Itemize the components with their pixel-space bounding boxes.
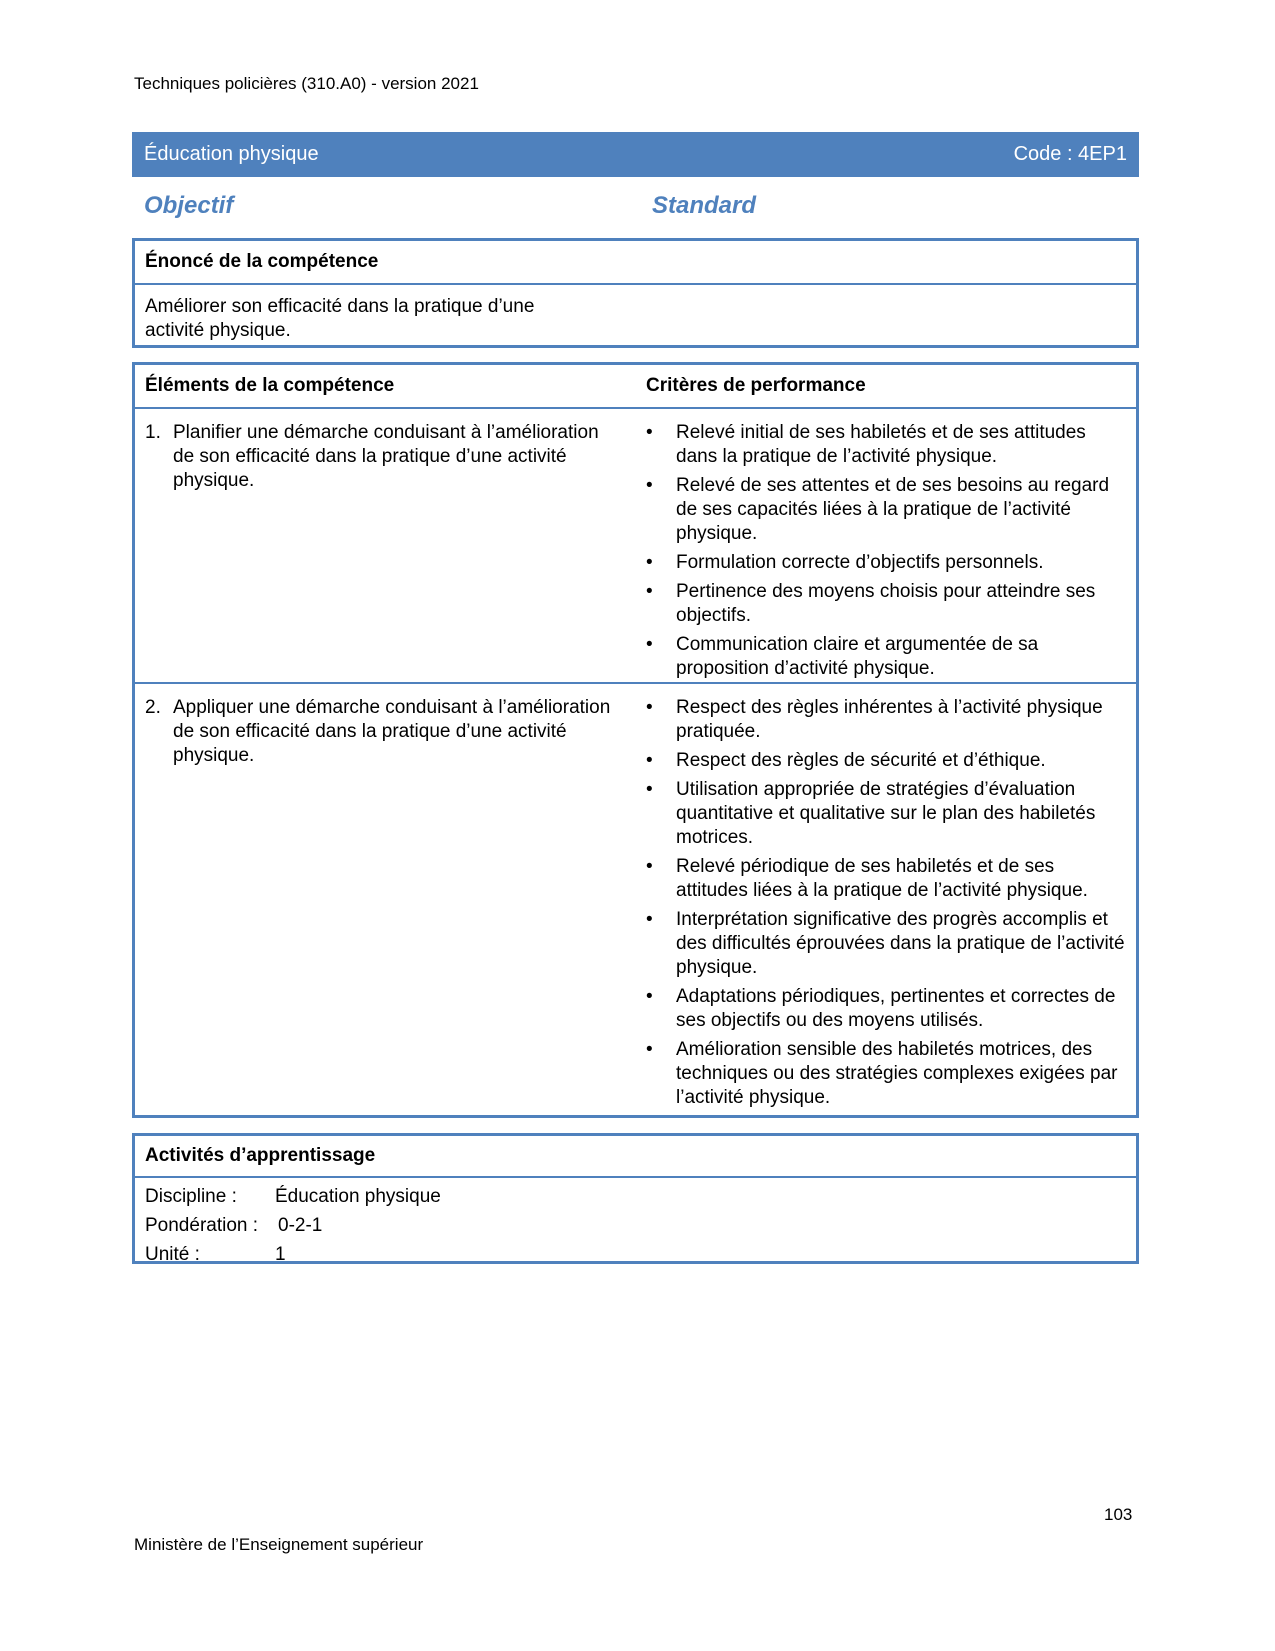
criterion-item: • Relevé initial de ses habiletés et de ses attitudes dans la pratique de l’activité physique. <box>646 421 1126 469</box>
competency-statement-heading: Énoncé de la compétence <box>135 241 1136 285</box>
elements-header-row <box>135 365 1136 409</box>
page-number: 103 <box>1104 1505 1133 1524</box>
element-1 <box>145 421 615 493</box>
objective-label: Objectif <box>144 192 234 219</box>
discipline-row <box>145 1182 1126 1211</box>
criteria-heading: Critères de performance <box>646 375 866 396</box>
running-header: Techniques policières (310.A0) - version 2021 <box>134 74 479 93</box>
element-section-1 <box>135 409 1136 684</box>
criterion-item: • Respect des règles inhérentes à l’activité physique pratiquée. <box>646 696 1126 744</box>
course-title: Éducation physique <box>144 143 319 165</box>
criteria-list-2 <box>646 696 1126 1115</box>
criterion-item: • Pertinence des moyens choisis pour atteindre ses objectifs. <box>646 580 1126 628</box>
element-text: Appliquer une démarche conduisant à l’amélioration de son efficacité dans la pratique d’une activité physique. <box>173 697 611 766</box>
criterion-item: • Utilisation appropriée de stratégies d’évaluation quantitative et qualitative sur le plan des habiletés motrices. <box>646 778 1126 850</box>
elements-heading: Éléments de la compétence <box>145 375 395 396</box>
criterion-item: • Formulation correcte d’objectifs personnels. <box>646 551 1126 575</box>
objective-standard-row <box>144 192 1134 222</box>
standard-label: Standard <box>652 192 757 219</box>
element-number: 2. <box>145 697 161 718</box>
course-code: Code : 4EP1 <box>1013 143 1127 165</box>
criterion-item: • Interprétation significative des progrès accomplis et des difficultés éprouvées dans la pratique de l’activité physique. <box>646 908 1126 980</box>
unite-value: 1 <box>275 1244 286 1265</box>
competency-statement-text: Améliorer son efficacité dans la pratique d’une activité physique. <box>145 296 535 341</box>
ponderation-value: 0-2-1 <box>278 1215 323 1236</box>
criterion-item: • Relevé périodique de ses habiletés et de ses attitudes liées à la pratique de l’activité physique. <box>646 855 1126 903</box>
criteria-list-1 <box>646 421 1126 686</box>
discipline-label: Discipline : <box>145 1186 237 1207</box>
element-number: 1. <box>145 422 161 443</box>
learning-activities-heading: Activités d’apprentissage <box>135 1136 1136 1178</box>
criterion-item: • Adaptations périodiques, pertinentes et correctes de ses objectifs ou des moyens utilisés. <box>646 985 1126 1033</box>
criterion-item: • Respect des règles de sécurité et d’éthique. <box>646 749 1126 773</box>
competency-elements-box <box>132 362 1139 1118</box>
ponderation-label: Pondération : <box>145 1215 259 1236</box>
criterion-item: • Relevé de ses attentes et de ses besoins au regard de ses capacités liées à la pratique de l’activité physique. <box>646 474 1126 546</box>
learning-activities-details <box>135 1178 1136 1273</box>
page-footer: Ministère de l’Enseignement supérieur <box>134 1535 424 1554</box>
element-text: Planifier une démarche conduisant à l’amélioration de son efficacité dans la pratique d’une activité physique. <box>173 422 599 491</box>
unite-label: Unité : <box>145 1244 200 1265</box>
element-section-2 <box>135 684 1136 1114</box>
competency-statement-box <box>132 238 1139 348</box>
discipline-value: Éducation physique <box>275 1186 441 1207</box>
learning-activities-box <box>132 1133 1139 1264</box>
criterion-item: • Amélioration sensible des habiletés motrices, des techniques ou des stratégies complexes exigées par l’activité physique. <box>646 1038 1126 1110</box>
ponderation-row <box>145 1211 1126 1240</box>
unite-row <box>145 1240 1126 1269</box>
criterion-item: • Communication claire et argumentée de sa proposition d’activité physique. <box>646 633 1126 681</box>
element-2 <box>145 696 615 768</box>
course-title-bar <box>132 132 1139 177</box>
